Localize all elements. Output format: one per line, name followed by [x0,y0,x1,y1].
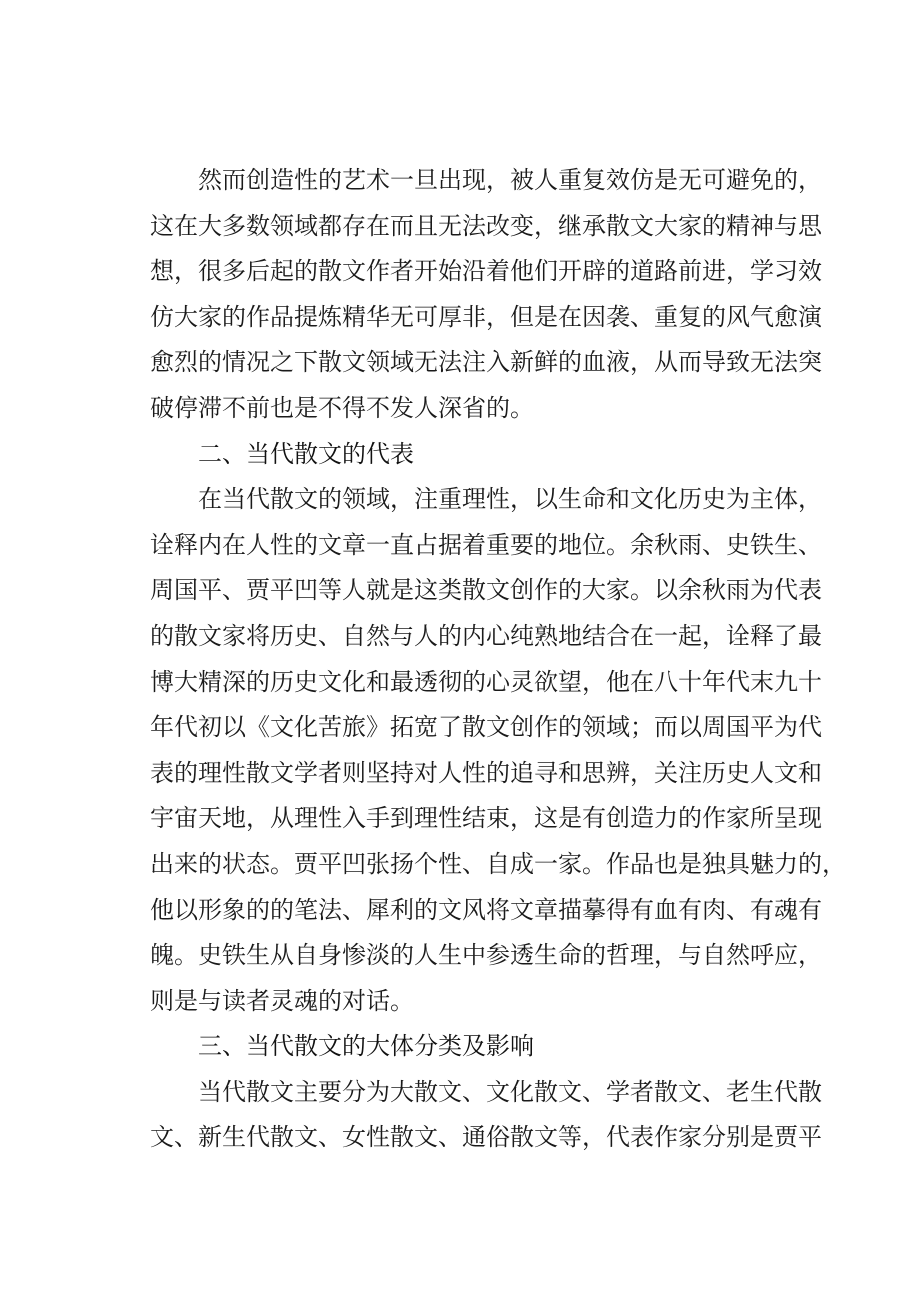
text-line: 博大精深的历史文化和最透彻的心灵欲望，他在八十年代末九十 [150,667,822,696]
text-line: 则是与读者灵魂的对话。 [150,986,414,1015]
text-line: 的散文家将历史、自然与人的内心纯熟地结合在一起，诠释了最 [150,621,822,650]
text-line: 愈烈的情况之下散文领域无法注入新鲜的血液，从而导致无法突 [150,348,822,377]
text-line: 在当代散文的领域，注重理性，以生命和文化历史为主体， [198,485,822,514]
paragraph-classification [150,1070,822,1161]
text-line: 周国平、贾平凹等人就是这类散文创作的大家。以余秋雨为代表 [150,576,822,605]
text-line: 然而创造性的艺术一旦出现，被人重复效仿是无可避免的， [198,166,822,194]
text-line: 魄。史铁生从自身惨淡的人生中参透生命的哲理，与自然呼应， [150,941,822,970]
text-line: 表的理性散文学者则坚持对人性的追寻和思辨，关注历史人文和 [150,758,822,787]
text-line: 当代散文主要分为大散文、文化散文、学者散文、老生代散 [198,1077,822,1106]
text-line: 文、新生代散文、女性散文、通俗散文等，代表作家分别是贾平 [150,1123,822,1152]
paragraph-imitation [150,158,822,432]
document-body [150,158,846,1161]
text-line: 宇宙天地，从理性入手到理性结束，这是有创造力的作家所呈现 [150,804,822,833]
text-line: 这在大多数领域都存在而且无法改变，继承散文大家的精神与思 [150,211,822,240]
text-line: 年代初以《文化苦旅》拓宽了散文创作的领域；而以周国平为代 [150,713,822,742]
section-heading-representatives: 二、当代散文的代表 [198,439,414,468]
text-line: 诠释内在人性的文章一直占据着重要的地位。余秋雨、史铁生、 [150,530,822,559]
text-line: 仿大家的作品提炼精华无可厚非，但是在因袭、重复的风气愈演 [150,302,822,331]
text-line: 破停滞不前也是不得不发人深省的。 [150,393,534,422]
text-line: 出来的状态。贾平凹张扬个性、自成一家。作品也是独具魅力的， [150,849,846,878]
text-line: 想，很多后起的散文作者开始沿着他们开辟的道路前进，学习效 [150,257,822,286]
text-line: 他以形象的的笔法、犀利的文风将文章描摹得有血有肉、有魂有 [150,895,822,924]
paragraph-representatives [150,477,846,1024]
section-heading-classification: 三、当代散文的大体分类及影响 [198,1032,534,1061]
